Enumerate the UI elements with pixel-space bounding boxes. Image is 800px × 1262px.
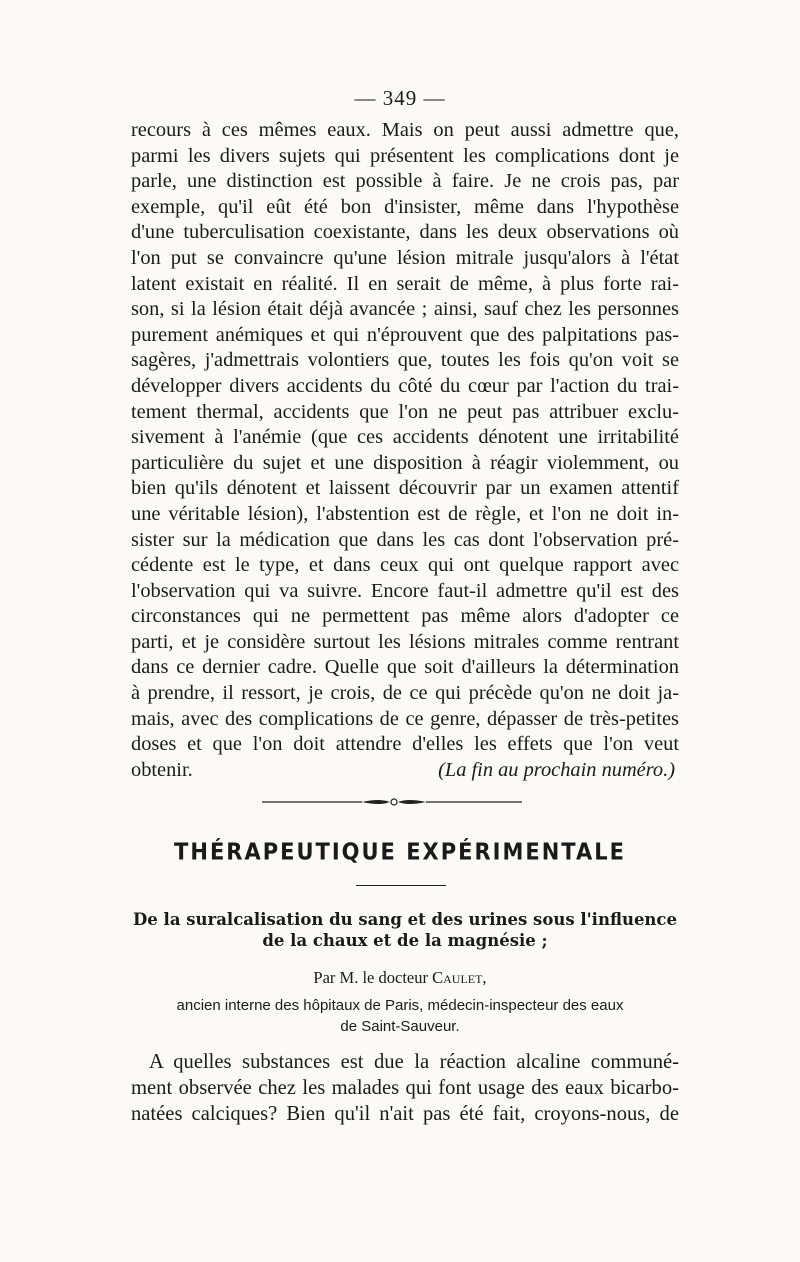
- text-line: bien qu'ils dénotent et laissent découvrir par un examen attentif: [131, 477, 679, 500]
- text-line: développer divers accidents du côté du cœur par l'action du trai-: [131, 374, 679, 397]
- text-line: tement thermal, accidents que l'on ne peut pas attribuer exclu-: [131, 400, 679, 423]
- text-line: à prendre, il ressort, je crois, de ce qui précède qu'on ne doit ja-: [131, 682, 679, 705]
- ornamental-divider: [262, 792, 522, 812]
- article-title-line: De la suralcalisation du sang et des urines sous l'influence: [133, 910, 677, 929]
- affiliation-line: de Saint-Sauveur.: [340, 1018, 460, 1035]
- text-line: circonstances qui ne permettent pas même alors d'adopter ce: [131, 605, 679, 628]
- article-title: [125, 909, 685, 951]
- text-line: ment observée chez les malades qui font usage des eaux bicarbo-: [131, 1077, 679, 1099]
- text-line: d'une tuberculisation coexistante, dans les deux observations où: [131, 221, 679, 244]
- text-line: recours à ces mêmes eaux. Mais on peut aussi admettre que,: [131, 119, 679, 141]
- title-rule: [356, 885, 446, 886]
- text-line: A quelles substances est due la réaction alcaline communé-: [149, 1051, 679, 1073]
- text-line: l'observation qui va suivre. Encore faut-il admettre qu'il est des: [131, 579, 679, 602]
- text-line: doses et que l'on doit attendre d'elles les effets que l'on veut: [131, 733, 679, 756]
- text-line: parmi les divers sujets qui présentent les complications dont je: [131, 144, 679, 167]
- text-line: sister sur la médication que dans les cas dont l'observation pré-: [131, 528, 679, 551]
- text-line: sivement à l'anémie (que ces accidents dénotent une irritabilité: [131, 426, 679, 449]
- text-line: mais, avec des complications de ce genre, dépasser de très-petites: [131, 707, 679, 730]
- article-title-line: de la chaux et de la magnésie ;: [262, 931, 548, 950]
- text-line: latent existait en réalité. Il en serait de même, à plus forte rai-: [131, 272, 679, 295]
- text-line: son, si la lésion était déjà avancée ; ainsi, sauf chez les personnes: [131, 298, 679, 321]
- section-title: THÉRAPEUTIQUE EXPÉRIMENTALE: [174, 839, 626, 865]
- author-name: Caulet,: [432, 968, 487, 987]
- text-line: parti, et je considère surtout les lésions mitrales comme rentrant: [131, 630, 679, 653]
- final-text-line: [131, 758, 679, 784]
- final-word: obtenir.: [131, 758, 193, 781]
- article-intro-text: [131, 1049, 679, 1127]
- text-line: particulière du sujet et une disposition à réagir violemment, ou: [131, 451, 679, 474]
- text-line: natées calciques? Bien qu'il n'ait pas été fait, croyons-nous, de: [131, 1103, 679, 1125]
- text-line: sagères, j'admettrais volontiers que, toutes les fois qu'on voit se: [131, 349, 679, 372]
- text-line: purement anémiques et qui n'éprouvent que des palpitations pas-: [131, 323, 679, 346]
- affiliation-line: ancien interne des hôpitaux de Paris, médecin-inspecteur des eaux: [176, 997, 624, 1014]
- author-prefix: Par M. le docteur: [313, 968, 428, 987]
- text-line: parle, une distinction est possible à faire. Je ne crois pas, par: [131, 170, 679, 193]
- author-byline: [0, 968, 800, 988]
- author-affiliation: [0, 995, 800, 1037]
- text-line: l'on put se convaincre qu'une lésion mitrale jusqu'alors à l'état: [131, 246, 679, 269]
- text-line: cédente est le type, et dans ceux qui ont quelque rapport avec: [131, 554, 679, 577]
- continued-article-text: [131, 118, 679, 783]
- text-line: une véritable lésion), l'abstention est de règle, et l'on ne doit in-: [131, 502, 679, 525]
- continuation-note: (La fin au prochain numéro.): [438, 758, 675, 781]
- page-number: — 349 —: [354, 86, 446, 110]
- text-line: exemple, qu'il eût été bon d'insister, même dans l'hypothèse: [131, 195, 679, 218]
- text-line: dans ce dernier cadre. Quelle que soit d'ailleurs la détermination: [131, 656, 679, 679]
